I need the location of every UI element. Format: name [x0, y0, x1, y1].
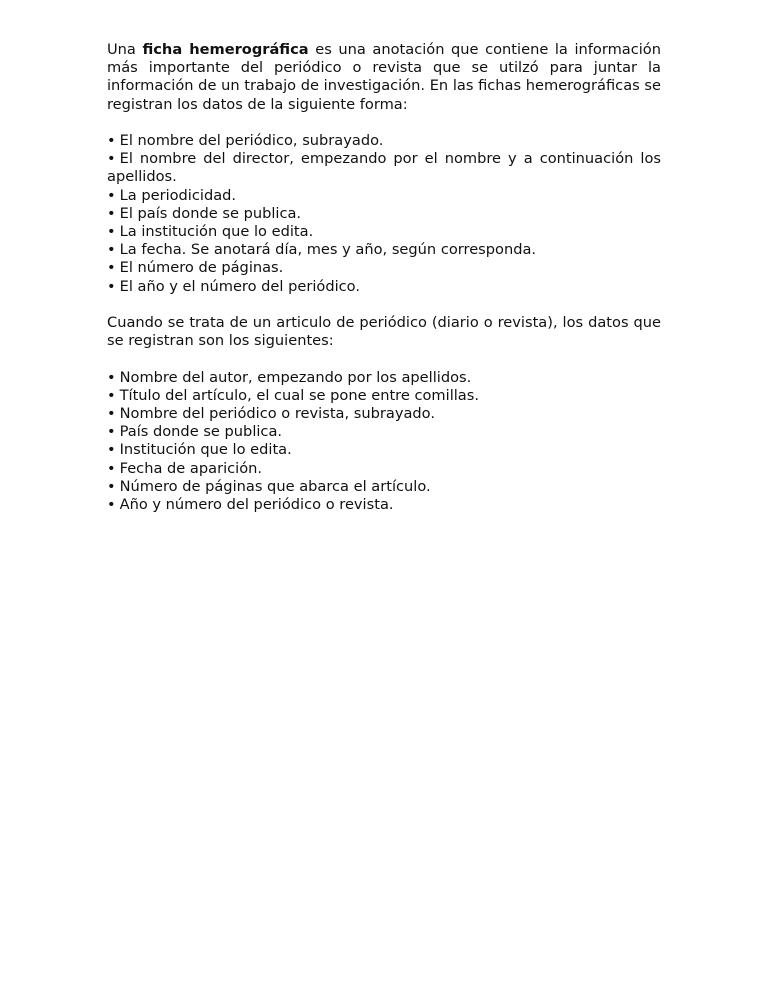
- list-item: [107, 205, 661, 223]
- bullet-icon: •: [107, 204, 116, 222]
- spacer: [107, 114, 661, 132]
- bullet-icon: •: [107, 405, 116, 423]
- bullet-icon: •: [107, 496, 116, 514]
- bullet-icon: •: [107, 241, 116, 259]
- list-item: [107, 259, 661, 277]
- spacer: [107, 350, 661, 368]
- article-fields-list: [107, 369, 661, 515]
- intro-lead: Una: [107, 41, 143, 58]
- list-item-text: La fecha. Se anotará día, mes y año, según corresponda.: [119, 241, 537, 259]
- list-item: [107, 387, 661, 405]
- list-item: [107, 405, 661, 423]
- list-item: [107, 150, 661, 186]
- list-item: [107, 496, 661, 514]
- list-item: [107, 478, 661, 496]
- list-item-text: Título del artículo, el cual se pone entre comillas.: [119, 386, 479, 404]
- list-item-text: Nombre del periódico o revista, subrayado.: [119, 405, 435, 423]
- bullet-icon: •: [107, 459, 116, 477]
- bullet-icon: •: [107, 277, 116, 295]
- intro-term: ficha hemerográfica: [142, 41, 309, 58]
- bullet-icon: •: [107, 186, 116, 204]
- list-item-text: La periodicidad.: [119, 186, 237, 204]
- list-item: [107, 187, 661, 205]
- bullet-icon: •: [107, 259, 116, 277]
- newspaper-fields-list: [107, 132, 661, 296]
- bullet-icon: •: [107, 477, 116, 495]
- bullet-icon: •: [107, 423, 116, 441]
- document-page: [107, 41, 661, 514]
- list-item-text: El nombre del periódico, subrayado.: [119, 132, 384, 149]
- intro-paragraph: [107, 41, 661, 114]
- bullet-icon: •: [107, 441, 116, 459]
- article-paragraph: Cuando se trata de un articulo de periódico (diario o revista), los datos que se registran son los siguientes:: [107, 314, 661, 350]
- list-item: [107, 132, 661, 150]
- list-item-text: Fecha de aparición.: [119, 459, 263, 477]
- list-item-text: Institución que lo edita.: [119, 441, 292, 459]
- list-item-text: País donde se publica.: [119, 423, 283, 441]
- list-item: [107, 423, 661, 441]
- list-item: [107, 369, 661, 387]
- list-item-text: El nombre del director, empezando por el nombre y a continuación los apellidos.: [107, 150, 661, 186]
- list-item-text: Número de páginas que abarca el artículo.: [119, 477, 431, 495]
- bullet-icon: •: [107, 223, 116, 241]
- spacer: [107, 296, 661, 314]
- list-item: [107, 223, 661, 241]
- intro-rest: es una anotación que contiene la información más importante del periódico o revista que se utilzó para juntar la información de un trabajo de investigación. En las fichas hemerográficas se registran los datos de la siguiente forma:: [107, 41, 661, 113]
- list-item: [107, 441, 661, 459]
- list-item-text: Año y número del periódico o revista.: [119, 496, 394, 514]
- list-item-text: La institución que lo edita.: [119, 223, 314, 241]
- bullet-icon: •: [107, 132, 116, 149]
- list-item-text: Nombre del autor, empezando por los apellidos.: [119, 368, 472, 386]
- bullet-icon: •: [107, 150, 116, 168]
- list-item-text: El año y el número del periódico.: [119, 277, 360, 295]
- list-item: [107, 460, 661, 478]
- list-item-text: El país donde se publica.: [119, 204, 302, 222]
- list-item-text: El número de páginas.: [119, 259, 284, 277]
- bullet-icon: •: [107, 368, 116, 386]
- list-item: [107, 241, 661, 259]
- list-item: [107, 278, 661, 296]
- bullet-icon: •: [107, 386, 116, 404]
